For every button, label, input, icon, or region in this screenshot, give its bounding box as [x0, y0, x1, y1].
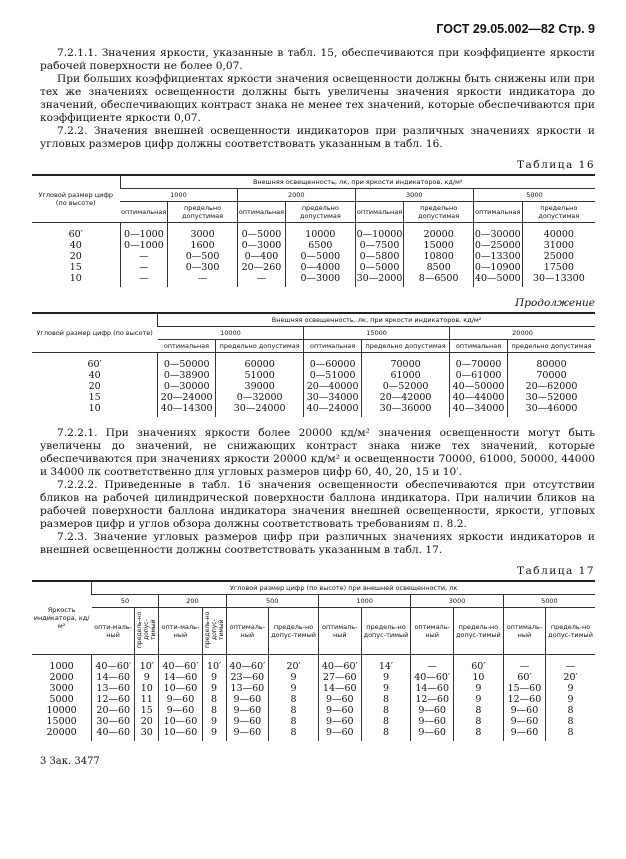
table-cell: 9—60: [503, 716, 545, 727]
table-cell: 9—60: [226, 694, 269, 705]
table-cell: 8: [269, 716, 319, 727]
table-cell: 9—60: [411, 705, 454, 716]
row-header: Угловой размер цифр (по высоте): [32, 175, 120, 223]
table-cell: 0—3000: [286, 273, 356, 287]
sub-header: предель-но допус-тимый: [361, 608, 411, 655]
table-cell: 40—60′: [318, 655, 361, 673]
level-header: 3000: [411, 595, 503, 608]
table-row: [32, 727, 595, 741]
paragraph: 7.2.2. Значения внешней освещенности индикаторов при различных значениях яркости и угловых размеров цифр должны соответствовать указанным в табл. 16.: [40, 125, 595, 150]
table-cell: 20—42000: [362, 392, 450, 403]
table-cell: 10000: [286, 223, 356, 241]
table-cell: 9—60: [318, 727, 361, 741]
row-label: 15: [88, 392, 101, 403]
table-cell: 9: [202, 683, 226, 694]
table-cell: —: [411, 655, 454, 673]
table-cell: 0—5000: [237, 223, 285, 241]
row-header: Яркость индикатора, кд/м²: [32, 581, 92, 655]
sub-header: предель-но допус-тимый: [453, 608, 503, 655]
table-cell: 13—60: [92, 683, 135, 694]
table-cell: 6500: [286, 240, 356, 251]
table-cell: 8: [361, 716, 411, 727]
table-cell: 51000: [216, 370, 304, 381]
table-cell: 30—2000: [355, 273, 404, 287]
level-header: 1000: [318, 595, 410, 608]
table-cell: 0—61000: [450, 370, 508, 381]
row-label: 40: [88, 370, 101, 381]
table-cell: 10—60: [159, 683, 202, 694]
table-cell: 15—60: [503, 683, 545, 694]
table16-continuation-caption: Продолжение: [515, 297, 595, 309]
level-header: 500: [226, 595, 318, 608]
row-label: 15: [69, 262, 82, 273]
table-cell: 8: [202, 694, 226, 705]
table-cell: 12—60: [503, 694, 545, 705]
row-label: 40: [69, 240, 82, 251]
table-cell: 20—24000: [158, 392, 216, 403]
table-cell: 14—60: [411, 683, 454, 694]
row-label: 20000: [46, 727, 77, 738]
table-cell: 9—60: [503, 705, 545, 716]
sub-header: предель-но допус-тимый: [546, 608, 595, 655]
table-cell: 8: [546, 716, 595, 727]
table-cell: 10800: [404, 251, 474, 262]
level-header: 15000: [304, 327, 450, 340]
table-row: [32, 223, 595, 241]
row-label: 10: [69, 273, 82, 284]
table-cell: 14′: [361, 655, 411, 673]
table-cell: 20′: [269, 655, 319, 673]
sub-header: оптимальная: [120, 202, 168, 223]
table-cell: 20—260: [237, 262, 285, 273]
row-label: 5000: [49, 694, 74, 705]
table-cell: 25000: [522, 251, 595, 262]
table-cell: 20—60: [92, 705, 135, 716]
sub-header: предельно допустимая: [168, 202, 238, 223]
table-cell: 9: [135, 672, 159, 683]
row-label: 60′: [87, 359, 102, 370]
level-header: 5000: [503, 595, 595, 608]
table16-caption: Таблица 16: [517, 159, 595, 171]
table-cell: 40—60′: [92, 655, 135, 673]
table-row: [32, 716, 595, 727]
table-cell: 9: [361, 672, 411, 683]
table-cell: 30—34000: [304, 392, 362, 403]
sub-header-label: предель-но допус-тимый: [203, 611, 225, 649]
sub-header: оптимальная: [473, 202, 522, 223]
table-cell: 14—60: [318, 683, 361, 694]
table-row: [32, 655, 595, 673]
table-cell: 9: [546, 694, 595, 705]
table-cell: 8: [269, 727, 319, 741]
table-cell: 9—60: [411, 716, 454, 727]
table-cell: 0—51000: [304, 370, 362, 381]
table-row: [32, 251, 595, 262]
table-cell: —: [168, 273, 238, 287]
sub-header-label: предель-но допус-тимый: [136, 611, 158, 649]
level-header: 20000: [450, 327, 595, 340]
table-cell: 30—52000: [508, 392, 595, 403]
table-cell: 9—60: [226, 727, 269, 741]
table-cell: 10: [453, 672, 503, 683]
table-cell: 3000: [168, 223, 238, 241]
table-cell: 11: [135, 694, 159, 705]
sub-header: [202, 608, 226, 655]
group-header: Внешняя освещенность, лк, при яркости индикаторов, кд/м²: [120, 175, 595, 189]
table-cell: 27—60: [318, 672, 361, 683]
sub-header: [135, 608, 159, 655]
table-cell: 0—30000: [158, 381, 216, 392]
table-cell: 40000: [522, 223, 595, 241]
row-label: 10: [88, 403, 101, 414]
table-cell: 8: [269, 694, 319, 705]
level-header: 2000: [237, 189, 355, 202]
table-cell: 20′: [546, 672, 595, 683]
table-cell: 0—3000: [237, 240, 285, 251]
table-cell: —: [546, 655, 595, 673]
table-cell: 9: [361, 683, 411, 694]
table-16-continued: [32, 312, 595, 417]
sub-header: оптимальная: [450, 340, 508, 353]
table-cell: 70000: [508, 370, 595, 381]
table-cell: 10—60: [159, 727, 202, 741]
page-header: ГОСТ 29.05.002—82 Стр. 9: [436, 22, 595, 36]
table-cell: —: [120, 262, 168, 273]
table-cell: 0—60000: [304, 353, 362, 371]
table-cell: 40—44000: [450, 392, 508, 403]
text-block-1: [32, 47, 595, 151]
table-cell: 20—62000: [508, 381, 595, 392]
table-cell: 15000: [404, 240, 474, 251]
sub-header: оптимальная: [237, 202, 285, 223]
table-cell: 40—24000: [304, 403, 362, 417]
table-row: [32, 672, 595, 683]
table-cell: 0—38900: [158, 370, 216, 381]
row-label: 20: [69, 251, 82, 262]
table-cell: 8: [453, 716, 503, 727]
table-cell: 12—60: [411, 694, 454, 705]
table-cell: 10—60: [159, 716, 202, 727]
table-cell: 40—34000: [450, 403, 508, 417]
table-row: [32, 381, 595, 392]
table-cell: 0—70000: [450, 353, 508, 371]
sub-header: оптималь-ный: [318, 608, 361, 655]
table-cell: 30—24000: [216, 403, 304, 417]
table-cell: 9—60: [503, 727, 545, 741]
table-cell: 8: [269, 705, 319, 716]
table-cell: 40—60: [92, 727, 135, 741]
table-cell: 40—60′: [159, 655, 202, 673]
table-cell: 9—60: [318, 705, 361, 716]
sub-header: предельно допустимая: [404, 202, 474, 223]
table-cell: 9: [546, 683, 595, 694]
row-label: 20: [88, 381, 101, 392]
level-header: 3000: [355, 189, 473, 202]
table-cell: 9—60: [411, 727, 454, 741]
table-cell: 30: [135, 727, 159, 741]
table-cell: 0—10900: [474, 262, 521, 273]
group-header: Угловой размер цифр (по высоте) при внешней освещенности, лк: [92, 581, 595, 595]
sub-header: предельно допустимая: [362, 340, 450, 353]
table-cell: 9—60: [226, 705, 269, 716]
sub-header: оптималь-ный: [411, 608, 454, 655]
row-label: 2000: [49, 672, 74, 683]
table17-caption: Таблица 17: [517, 565, 595, 577]
table-cell: 40—60′: [226, 655, 269, 673]
page-footer: 3 Зак. 3477: [40, 756, 100, 767]
table-cell: 9—60: [226, 716, 269, 727]
table-cell: 8: [546, 705, 595, 716]
group-header: Внешняя освещенность, лк, при яркости индикаторов, кд/м²: [158, 313, 595, 327]
paragraph: 7.2.2.2. Приведенные в табл. 16 значения освещенности обеспечиваются при отсутствии бликов на рабочей цилиндрической поверхности баллона индикатора. При наличии бликов на рабочей поверхности баллона индикатора значения внешней освещенности, яркости, угловых размеров цифр и углов обзора должны соответствовать требованиям п. 8.2.: [40, 479, 595, 530]
table-16: [32, 174, 595, 287]
level-header: 200: [159, 595, 226, 608]
table-cell: 14—60: [92, 672, 135, 683]
sub-header: оптимальная: [158, 340, 216, 353]
table-cell: 0—32000: [216, 392, 304, 403]
table-cell: 9—60: [159, 705, 202, 716]
table-cell: —: [120, 251, 168, 262]
table-cell: 10′: [202, 655, 226, 673]
table-cell: 9—60: [159, 694, 202, 705]
sub-header: оптимальная: [355, 202, 404, 223]
table-row: [32, 353, 595, 371]
table-cell: 30—13300: [522, 273, 595, 287]
sub-header: оптималь-ный: [226, 608, 269, 655]
table-cell: 30—36000: [362, 403, 450, 417]
row-label: 1000: [49, 661, 74, 672]
table-cell: 0—1000: [120, 240, 168, 251]
table-cell: 70000: [362, 353, 450, 371]
table-row: [32, 273, 595, 287]
table-cell: 0—300: [168, 262, 238, 273]
table-cell: 9: [202, 727, 226, 741]
table-row: [32, 370, 595, 381]
table-cell: 9—60: [318, 716, 361, 727]
table-cell: 60′: [503, 672, 545, 683]
paragraph: 7.2.2.1. При значениях яркости более 20000 кд/м² значения освещенности могут быть увеличены до значений, не снижающих контраст знака ниже тех значений, которые обеспечиваются при значениях яркости 20000 кд/м² и освещенности 70000, 61000, 50000, 44000 и 34000 лк соответственно для угловых размеров цифр 60, 40, 20, 15 и 10′.: [40, 427, 595, 478]
table-cell: 17500: [522, 262, 595, 273]
table-cell: —: [503, 655, 545, 673]
table-cell: 0—10000: [355, 223, 404, 241]
table-row: [32, 240, 595, 251]
table-cell: 0—1000: [120, 223, 168, 241]
sub-header: предельно допустимая: [508, 340, 595, 353]
table-cell: 0—5800: [355, 251, 404, 262]
table-cell: 40—14300: [158, 403, 216, 417]
table-cell: 0—52000: [362, 381, 450, 392]
level-header: 5000: [473, 189, 595, 202]
sub-header: предельно допустимая: [286, 202, 356, 223]
table-cell: 8500: [404, 262, 474, 273]
table-cell: 40—50000: [450, 381, 508, 392]
table-cell: 0—500: [168, 251, 238, 262]
table-cell: 8: [361, 694, 411, 705]
table-cell: 9: [453, 683, 503, 694]
row-label: 10000: [46, 705, 77, 716]
table-cell: —: [237, 273, 285, 287]
sub-header: оптималь-ный: [503, 608, 545, 655]
table-cell: 8: [361, 727, 411, 741]
table-cell: 9: [202, 716, 226, 727]
row-header: Угловой размер цифр (по высоте): [32, 313, 158, 353]
table-cell: 9—60: [318, 694, 361, 705]
table-cell: 60000: [216, 353, 304, 371]
table-row: [32, 392, 595, 403]
table-cell: 9: [269, 672, 319, 683]
paragraph: 7.2.3. Значение угловых размеров цифр при различных значениях яркости индикаторов и внешней освещенности должны соответствовать указанным в табл. 17.: [40, 531, 595, 556]
table-row: [32, 694, 595, 705]
table-cell: 12—60: [92, 694, 135, 705]
sub-header: предель-но допус-тимый: [269, 608, 319, 655]
table-cell: 0—400: [237, 251, 285, 262]
table-cell: 9: [202, 672, 226, 683]
row-label: 15000: [46, 716, 77, 727]
table-row: [32, 403, 595, 417]
table-cell: 0—5000: [286, 251, 356, 262]
level-header: 1000: [120, 189, 237, 202]
sub-header: оптимальная: [304, 340, 362, 353]
table-cell: 23—60: [226, 672, 269, 683]
table-row: [32, 705, 595, 716]
table-cell: 8: [453, 705, 503, 716]
sub-header-label: опти-маль-ный: [94, 623, 132, 639]
table-cell: 0—5000: [355, 262, 404, 273]
table-cell: 40—5000: [473, 273, 522, 287]
table-cell: 0—50000: [158, 353, 216, 371]
table-cell: 60′: [453, 655, 503, 673]
table-cell: 1600: [168, 240, 238, 251]
table-cell: 61000: [362, 370, 450, 381]
table-cell: 40—60′: [411, 672, 454, 683]
table-17: [32, 580, 595, 741]
table-cell: 13—60: [226, 683, 269, 694]
table-cell: 0—30000: [473, 223, 522, 241]
table-cell: 14—60: [159, 672, 202, 683]
table-cell: 0—7500: [355, 240, 404, 251]
table-cell: 0—13300: [474, 251, 521, 262]
table-row: [32, 262, 595, 273]
row-label: 3000: [49, 683, 74, 694]
table-cell: 8: [202, 705, 226, 716]
sub-header: [92, 608, 135, 655]
table-row: [32, 683, 595, 694]
paragraph: При больших коэффициентах яркости значения освещенности должны быть снижены или при тех же значениях освещенности должны быть увеличены значения яркости индикатора до значений, обеспечивающих контраст знака не менее тех значений, которые обеспечиваются при коэффициенте яркости 0,07.: [40, 73, 595, 124]
row-label: 60′: [68, 229, 83, 240]
level-header: 50: [92, 595, 159, 608]
paragraph: 7.2.1.1. Значения яркости, указанные в табл. 15, обеспечиваются при коэффициенте яркости рабочей поверхности не более 0,07.: [40, 47, 595, 72]
table-cell: 30—46000: [508, 403, 595, 417]
table-cell: 10′: [135, 655, 159, 673]
table-cell: 8: [361, 705, 411, 716]
sub-header-label: опти-маль-ный: [161, 623, 200, 639]
table-cell: 31000: [522, 240, 595, 251]
table-cell: 39000: [216, 381, 304, 392]
sub-header: предельно допустимая: [216, 340, 304, 353]
table-cell: 80000: [508, 353, 595, 371]
table-cell: 8: [546, 727, 595, 741]
table-cell: 30—60: [92, 716, 135, 727]
sub-header: предельно допустимая: [522, 202, 595, 223]
table-cell: 20—40000: [304, 381, 362, 392]
table-cell: 10: [135, 683, 159, 694]
table-cell: —: [120, 273, 168, 287]
table-cell: 8: [453, 727, 503, 741]
level-header: 10000: [158, 327, 304, 340]
table-cell: 15: [135, 705, 159, 716]
table-cell: 20: [135, 716, 159, 727]
sub-header: [159, 608, 202, 655]
table-cell: 20000: [404, 223, 474, 241]
table-cell: 0—4000: [286, 262, 356, 273]
text-block-2: [32, 427, 595, 557]
table-cell: 8—6500: [404, 273, 474, 287]
table-cell: 9: [269, 683, 319, 694]
table-cell: 9: [453, 694, 503, 705]
table-cell: 0—25000: [474, 240, 521, 251]
